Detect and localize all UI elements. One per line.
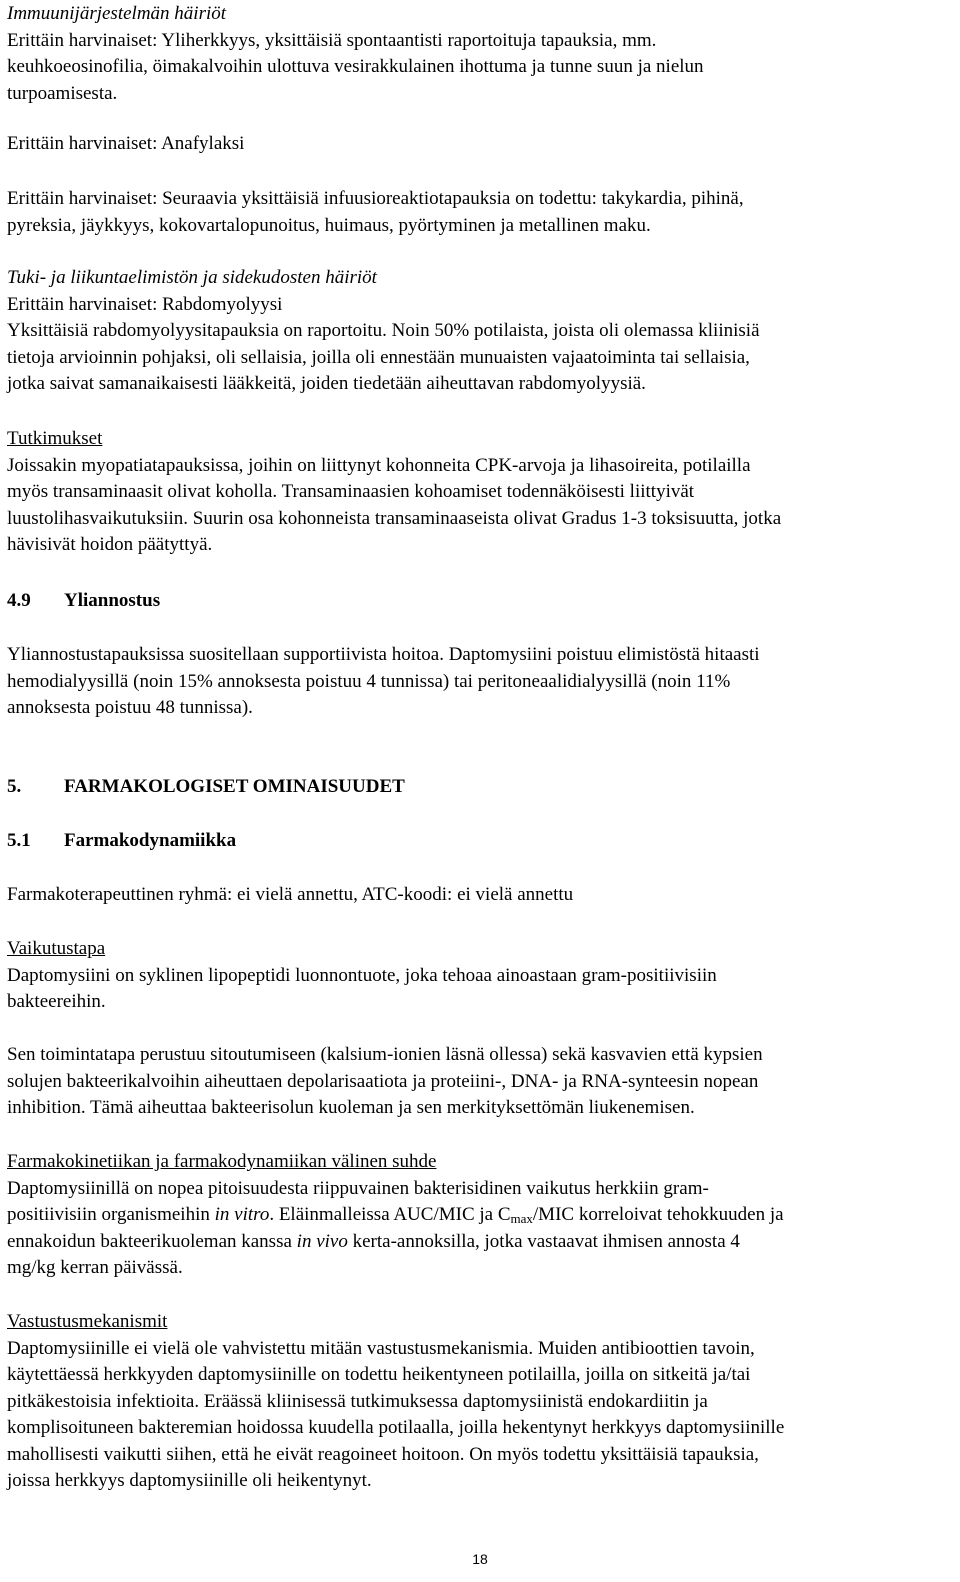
body-line: keuhkoeosinofilia, öimakalvoihin ulottuva vesirakkulainen ihottuma ja tunne suun ja nielun (7, 56, 704, 77)
body-line: mahollisesti vaikutti siihen, että he eivät reagoineet hoitoon. On myös todettu yksittäisiä tapauksia, (7, 1443, 759, 1465)
section-heading-pkpd: Farmakokinetiikan ja farmakodynamiikan välinen suhde (7, 1151, 437, 1172)
infusion-paragraph (7, 186, 952, 239)
section-title: Yliannostus (64, 590, 161, 611)
investigations-section (7, 426, 952, 559)
body-line: ennakoidun bakteerikuoleman kanssa in vivo kerta-annoksilla, jotka vastaavat ihmisen annosta 4 (7, 1230, 740, 1252)
body-line: mg/kg kerran päivässä. (7, 1257, 183, 1278)
body-line: turpoamisesta. (7, 82, 118, 104)
pharmacodynamics-heading (7, 828, 952, 855)
body-line: joissa herkkyys daptomysiinille oli heikentynyt. (7, 1470, 372, 1491)
body-line: Daptomysiini on syklinen lipopeptidi luonnontuote, joka tehoaa ainoastaan gram-positiivisiin (7, 964, 717, 986)
mechanism-paragraph-2 (7, 1042, 952, 1122)
overdose-paragraph (7, 642, 952, 722)
section-number: 4.9 (7, 590, 31, 611)
body-line: pyreksia, jäykkyys, kokovartalopunoitus, huimaus, pyörtyminen ja metallinen maku. (7, 214, 651, 236)
body-line: Daptomysiinillä on nopea pitoisuudesta riippuvainen bakterisidinen vaikutus herkkiin gram- (7, 1177, 709, 1199)
body-line: solujen bakteerikalvoihin aiheuttaen depolarisaatiota ja proteiini-, DNA- ja RNA-synteesin nopean (7, 1070, 759, 1092)
body-line: luustolihasvaikutuksiin. Suurin osa kohonneista transaminaaseista olivat Gradus 1-3 toksisuutta, jotka (7, 507, 782, 529)
body-line: hävisivät hoidon päätyttyä. (7, 534, 213, 555)
page-number: 18 (472, 1551, 488, 1567)
section-number: 5.1 (7, 830, 31, 851)
body-line: positiivisiin organismeihin in vitro. Eläinmalleissa AUC/MIC ja $C_{max}$/MIC korreloivat tehokkuuden ja (7, 1204, 784, 1226)
section-number: 5. (7, 776, 22, 797)
body-line: komplisoituneen bakteremian hoidossa kuudella potilaalla, joilla hekentynyt herkkyys daptomysiinille (7, 1417, 785, 1438)
body-line: Daptomysiinille ei vielä ole vahvistettu mitään vastustusmekanismia. Muiden antibioottien tavoin, (7, 1337, 755, 1359)
body-line: Erittäin harvinaiset: Anafylaksi (7, 133, 245, 154)
pharmacotherapeutic-group (7, 882, 952, 909)
body-line: inhibition. Tämä aiheuttaa bakteerisolun kuoleman ja sen merkityksettömän liukenemisen. (7, 1097, 695, 1118)
anaphylaxis-paragraph (7, 131, 952, 158)
body-line: annoksesta poistuu 48 tunnissa). (7, 697, 253, 718)
body-line: Erittäin harvinaiset: Seuraavia yksittäisiä infuusioreaktiotapauksia on todettu: takykardia, pihinä, (7, 188, 744, 209)
body-line: pitkäkestoisia infektioita. Eräässä kliinisessä tutkimuksessa daptomysiinistä endokardiitin ja (7, 1390, 708, 1412)
musculoskeletal-section (7, 265, 952, 398)
body-line: käytettäessä herkkyyden daptomysiinille on todettu heikentyneen potilailla, joilla on sitkeitä ja/tai (7, 1364, 751, 1385)
section-title: Farmakodynamiikka (64, 830, 237, 851)
body-line: Erittäin harvinaiset: Rabdomyolyysi (7, 293, 283, 315)
section-heading-resistance: Vastustusmekanismit (7, 1311, 168, 1332)
immune-section (7, 1, 952, 107)
body-line: tietoja arvioinnin pohjaksi, oli sellaisia, joilla oli ennestään munuaisten vajaatoiminta tai sellaisia, (7, 346, 750, 368)
body-line: Yksittäisiä rabdomyolyysitapauksia on raportoitu. Noin 50% potilaista, joista oli olemassa kliinisiä (7, 320, 760, 341)
pharmacology-heading (7, 774, 952, 801)
section-heading-investigations: Tutkimukset (7, 428, 103, 449)
body-line: jotka saivat samanaikaisesti lääkkeitä, joiden tiedetään aiheuttavan rabdomyolyysiä. (7, 373, 646, 394)
section-heading-immune: Immuunijärjestelmän häiriöt (7, 3, 227, 24)
body-line: Joissakin myopatiatapauksissa, joihin on liittynyt kohonneita CPK-arvoja ja lihasoireita, potilailla (7, 454, 751, 476)
section-heading-musculoskeletal: Tuki- ja liikuntaelimistön ja sidekudosten häiriöt (7, 267, 377, 288)
body-line: hemodialyysillä (noin 15% annoksesta poistuu 4 tunnissa) tai peritoneaalidialyysillä (noin 11% (7, 670, 731, 692)
section-heading-mechanism: Vaikutustapa (7, 938, 106, 959)
pkpd-section (7, 1149, 952, 1282)
mechanism-section (7, 936, 952, 1016)
body-line: bakteereihin. (7, 991, 106, 1012)
body-line: Yliannostustapauksissa suositellaan supportiivista hoitoa. Daptomysiini poistuu elimistöstä hitaasti (7, 644, 760, 665)
body-line: myös transaminaasit olivat koholla. Transaminaasien kohoamiset todennäköisesti liittyivät (7, 481, 695, 502)
body-line: Sen toimintatapa perustuu sitoutumiseen (kalsium-ionien läsnä ollessa) sekä kasvavien että kypsien (7, 1044, 763, 1065)
resistance-section (7, 1309, 952, 1495)
overdose-heading (7, 588, 952, 615)
section-title: FARMAKOLOGISET OMINAISUUDET (64, 776, 405, 797)
body-line: Farmakoterapeuttinen ryhmä: ei vielä annettu, ATC-koodi: ei vielä annettu (7, 884, 574, 905)
body-line: Erittäin harvinaiset: Yliherkkyys, yksittäisiä spontaantisti raportoituja tapauksia, mm. (7, 29, 657, 51)
